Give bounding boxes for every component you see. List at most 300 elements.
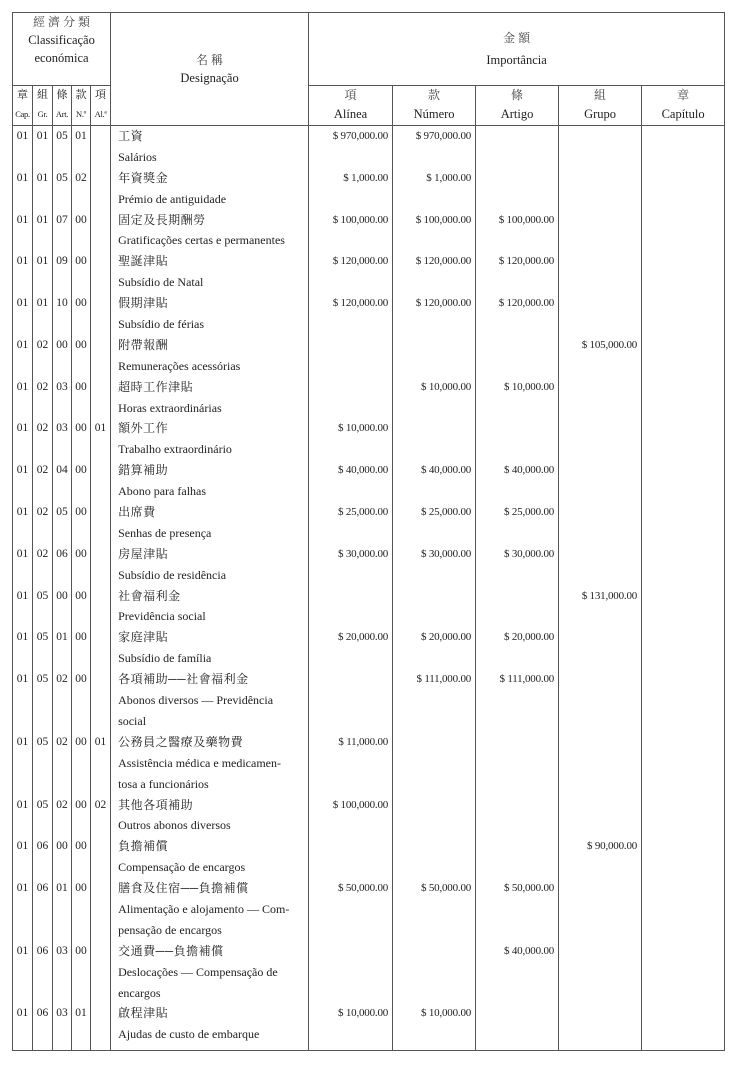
amount-cell [642, 544, 725, 586]
code-cell: 03 [53, 941, 72, 1004]
designation-cell [111, 941, 309, 1004]
code-cell: 00 [72, 251, 91, 293]
amount-cell [559, 210, 642, 252]
table-row [13, 168, 725, 210]
amount-cell: $ 120,000.00 [393, 293, 476, 335]
amount-cell: $ 120,000.00 [309, 293, 393, 335]
table-row [13, 460, 725, 502]
amount-cell [559, 126, 642, 168]
table-row [13, 669, 725, 732]
amount-cell: $ 50,000.00 [476, 878, 559, 941]
amount-cell: $ 10,000.00 [309, 1003, 393, 1050]
table-row [13, 126, 725, 168]
amount-cell: $ 100,000.00 [476, 210, 559, 252]
table-row [13, 251, 725, 293]
amount-cell: $ 1,000.00 [309, 168, 393, 210]
designation-cell [111, 418, 309, 460]
designation-zh: 膳食及住宿──負擔補償 [118, 881, 249, 896]
code-col-zh: 章 [17, 89, 28, 101]
code-cell: 02 [33, 377, 53, 419]
amount-cell [642, 795, 725, 837]
amount-cell [476, 732, 559, 795]
code-cell: 01 [91, 732, 111, 795]
code-cell: 01 [13, 627, 33, 669]
designation-zh: 各項補助──社會福利金 [118, 672, 249, 687]
code-cell: 01 [13, 210, 33, 252]
designation-cell [111, 586, 309, 628]
code-cell [91, 293, 111, 335]
designation-cell [111, 168, 309, 210]
designation-cell [111, 1003, 309, 1050]
code-cell [91, 878, 111, 941]
amount-cell: $ 10,000.00 [393, 1003, 476, 1050]
designation-cell [111, 335, 309, 377]
amount-cell [559, 544, 642, 586]
code-cell [91, 335, 111, 377]
amount-cell [476, 795, 559, 837]
code-cell: 00 [72, 669, 91, 732]
amount-cell [642, 1003, 725, 1050]
designation-pt: Salários [118, 149, 157, 164]
code-cell: 02 [53, 732, 72, 795]
table-row [13, 878, 725, 941]
amount-cell [309, 586, 393, 628]
amount-cell [642, 210, 725, 252]
designation-pt: Abonos diversos — Previdência [118, 693, 274, 708]
code-cell: 03 [53, 418, 72, 460]
designation-cell [111, 293, 309, 335]
code-cell: 01 [13, 460, 33, 502]
amount-cell: $ 40,000.00 [393, 460, 476, 502]
code-col-header [33, 86, 53, 126]
designation-pt: Previdência social [118, 609, 206, 624]
code-cell: 05 [33, 669, 53, 732]
code-cell: 01 [13, 168, 33, 210]
amount-cell [559, 795, 642, 837]
designation-pt: Ajudas de custo de embarque [118, 1027, 260, 1042]
code-cell: 01 [13, 126, 33, 168]
code-cell: 00 [72, 836, 91, 878]
amount-cell [309, 669, 393, 732]
amount-cell [642, 377, 725, 419]
designation-cell [111, 460, 309, 502]
table-row [13, 836, 725, 878]
code-cell: 01 [13, 732, 33, 795]
amount-cell [559, 669, 642, 732]
amount-cell [642, 627, 725, 669]
classification-pt: Classificação [28, 33, 95, 47]
amount-cell [393, 418, 476, 460]
code-cell: 03 [53, 377, 72, 419]
amount-pt: Importância [486, 53, 547, 67]
designation-zh: 假期津貼 [118, 296, 169, 311]
code-col-zh: 項 [95, 89, 107, 101]
amount-cell [642, 836, 725, 878]
code-cell: 00 [53, 335, 72, 377]
code-cell: 01 [13, 795, 33, 837]
code-cell [91, 836, 111, 878]
amount-zh: 金 額 [503, 31, 531, 45]
amount-cell [309, 941, 393, 1004]
code-cell: 01 [13, 251, 33, 293]
code-cell: 01 [13, 544, 33, 586]
designation-zh: 工資 [118, 129, 144, 143]
amount-col-header [393, 86, 476, 126]
amount-cell [393, 335, 476, 377]
amount-cell [559, 251, 642, 293]
designation-header [111, 13, 309, 126]
designation-zh: 房屋津貼 [118, 546, 169, 561]
amount-col-zh: 條 [511, 88, 524, 102]
amount-cell: $ 120,000.00 [476, 293, 559, 335]
amount-cell: $ 40,000.00 [476, 460, 559, 502]
designation-pt: Abono para falhas [118, 484, 207, 499]
amount-cell [642, 878, 725, 941]
code-cell: 01 [33, 210, 53, 252]
amount-cell [393, 732, 476, 795]
code-cell: 01 [53, 878, 72, 941]
code-col-zh: 組 [37, 89, 48, 101]
designation-pt: social [118, 713, 147, 728]
code-cell: 01 [13, 335, 33, 377]
code-cell [91, 586, 111, 628]
amount-cell: $ 30,000.00 [309, 544, 393, 586]
code-cell: 02 [33, 418, 53, 460]
table-row [13, 732, 725, 795]
designation-pt: Prémio de antiguidade [118, 191, 227, 206]
code-cell [91, 1003, 111, 1050]
code-cell: 00 [72, 418, 91, 460]
designation-zh: 其他各項補助 [118, 797, 194, 812]
code-cell: 02 [33, 544, 53, 586]
code-cell: 03 [53, 1003, 72, 1050]
designation-pt: Subsídio de férias [118, 317, 205, 332]
designation-cell [111, 732, 309, 795]
designation-pt: Remunerações acessórias [118, 358, 241, 373]
code-cell: 05 [33, 795, 53, 837]
designation-zh: 錯算補助 [118, 463, 169, 478]
designation-pt: Deslocações — Compensação de [118, 964, 278, 979]
code-cell [91, 126, 111, 168]
code-cell: 00 [72, 502, 91, 544]
designation-pt: encargos [118, 985, 161, 1000]
amount-cell: $ 10,000.00 [393, 377, 476, 419]
designation-cell [111, 669, 309, 732]
code-col-header [53, 86, 72, 126]
amount-cell [309, 335, 393, 377]
amount-cell [476, 335, 559, 377]
code-cell [91, 941, 111, 1004]
amount-cell: $ 10,000.00 [309, 418, 393, 460]
classification-pt-2: económica [34, 51, 89, 65]
code-cell: 02 [53, 795, 72, 837]
code-cell: 06 [33, 1003, 53, 1050]
code-cell: 01 [13, 1003, 33, 1050]
amount-col-zh: 項 [344, 88, 357, 102]
code-cell: 00 [72, 460, 91, 502]
amount-cell: $ 100,000.00 [309, 210, 393, 252]
code-cell: 00 [72, 377, 91, 419]
code-cell: 06 [33, 878, 53, 941]
code-cell: 01 [13, 941, 33, 1004]
amount-cell [559, 168, 642, 210]
amount-cell: $ 50,000.00 [393, 878, 476, 941]
budget-table [12, 12, 725, 1051]
amount-cell [642, 126, 725, 168]
code-cell: 00 [72, 544, 91, 586]
table-row [13, 502, 725, 544]
table-row [13, 586, 725, 628]
code-cell: 06 [33, 836, 53, 878]
amount-cell [559, 732, 642, 795]
code-cell: 06 [33, 941, 53, 1004]
amount-cell [642, 418, 725, 460]
amount-cell [559, 941, 642, 1004]
classification-zh: 經 濟 分 類 [33, 15, 91, 29]
code-cell: 00 [72, 586, 91, 628]
code-cell: 05 [53, 126, 72, 168]
amount-col-zh: 組 [594, 88, 607, 102]
designation-pt: tosa a funcionários [118, 776, 209, 791]
amount-cell [476, 586, 559, 628]
code-cell [91, 669, 111, 732]
amount-col-header [309, 86, 393, 126]
code-cell [91, 544, 111, 586]
code-cell: 01 [91, 418, 111, 460]
designation-pt: Senhas de presença [118, 525, 212, 540]
classification-header [13, 13, 111, 86]
amount-col-pt: Grupo [584, 107, 617, 121]
designation-zh: 公務員之醫療及藥物費 [118, 734, 244, 749]
amount-cell [559, 878, 642, 941]
amount-cell [476, 1003, 559, 1050]
designation-zh: 交通費──負擔補償 [118, 943, 224, 958]
amount-col-pt: Capítulo [661, 107, 705, 121]
amount-cell [642, 335, 725, 377]
code-cell: 05 [33, 627, 53, 669]
amount-cell [393, 586, 476, 628]
amount-col-pt: Número [413, 107, 455, 121]
code-cell: 05 [33, 586, 53, 628]
code-cell: 02 [91, 795, 111, 837]
amount-cell [559, 418, 642, 460]
code-col-pt: Art. [55, 109, 69, 119]
table-row [13, 418, 725, 460]
amount-cell [642, 293, 725, 335]
designation-cell [111, 502, 309, 544]
amount-cell [559, 293, 642, 335]
amount-cell: $ 20,000.00 [393, 627, 476, 669]
code-col-zh: 款 [75, 89, 87, 101]
code-cell: 01 [33, 251, 53, 293]
code-cell: 01 [13, 377, 33, 419]
amount-cell [393, 795, 476, 837]
code-cell: 00 [72, 627, 91, 669]
designation-zh: 家庭津貼 [118, 630, 169, 645]
designation-zh: 額外工作 [118, 421, 169, 436]
amount-cell: $ 40,000.00 [309, 460, 393, 502]
designation-zh: 超時工作津貼 [118, 379, 194, 394]
code-cell: 02 [33, 502, 53, 544]
amount-cell [559, 460, 642, 502]
amount-cell [559, 1003, 642, 1050]
amount-cell: $ 120,000.00 [309, 251, 393, 293]
table-row [13, 335, 725, 377]
designation-zh: 負擔補償 [118, 839, 169, 854]
designation-cell [111, 544, 309, 586]
code-cell: 00 [72, 335, 91, 377]
code-cell: 01 [33, 293, 53, 335]
amount-cell [309, 836, 393, 878]
amount-cell [642, 669, 725, 732]
amount-cell [642, 168, 725, 210]
designation-pt: Trabalho extraordinário [118, 442, 232, 457]
designation-cell [111, 627, 309, 669]
code-cell: 01 [13, 669, 33, 732]
amount-cell [642, 732, 725, 795]
code-cell [91, 168, 111, 210]
amount-cell: $ 120,000.00 [393, 251, 476, 293]
table-row [13, 941, 725, 1004]
designation-cell [111, 795, 309, 837]
amount-cell [642, 941, 725, 1004]
table-row [13, 210, 725, 252]
code-cell: 10 [53, 293, 72, 335]
designation-pt: pensação de encargos [118, 922, 222, 937]
code-cell: 01 [53, 627, 72, 669]
amount-cell: $ 30,000.00 [476, 544, 559, 586]
code-cell: 01 [13, 293, 33, 335]
amount-cell: $ 20,000.00 [309, 627, 393, 669]
code-cell: 01 [13, 836, 33, 878]
code-col-header [72, 86, 91, 126]
designation-pt: Assistência médica e medicamen- [118, 755, 281, 770]
designation-cell [111, 126, 309, 168]
designation-pt: Subsídio de família [118, 651, 212, 666]
designation-pt: Designação [180, 71, 239, 85]
designation-pt: Horas extraordinárias [118, 400, 222, 415]
table-row [13, 1003, 725, 1050]
amount-cell [476, 126, 559, 168]
code-cell: 01 [13, 502, 33, 544]
code-cell: 06 [53, 544, 72, 586]
amount-cell [309, 377, 393, 419]
designation-pt: Subsídio de Natal [118, 275, 204, 290]
code-cell: 04 [53, 460, 72, 502]
code-cell: 05 [33, 732, 53, 795]
code-cell [91, 502, 111, 544]
amount-col-zh: 章 [677, 88, 690, 102]
designation-cell [111, 878, 309, 941]
amount-cell: $ 111,000.00 [393, 669, 476, 732]
designation-zh: 聖誕津貼 [118, 254, 169, 269]
designation-cell [111, 377, 309, 419]
amount-col-pt: Alínea [333, 107, 368, 121]
code-cell: 02 [53, 669, 72, 732]
designation-zh: 名 稱 [196, 53, 224, 67]
code-cell: 01 [13, 586, 33, 628]
table-row [13, 293, 725, 335]
code-cell: 05 [53, 502, 72, 544]
designation-zh: 出席費 [118, 505, 156, 520]
amount-cell: $ 105,000.00 [559, 335, 642, 377]
amount-cell: $ 131,000.00 [559, 586, 642, 628]
code-cell: 07 [53, 210, 72, 252]
amount-cell [476, 418, 559, 460]
amount-cell: $ 111,000.00 [476, 669, 559, 732]
amount-col-header [642, 86, 725, 126]
code-col-pt: N.º [76, 109, 86, 119]
amount-cell: $ 25,000.00 [476, 502, 559, 544]
amount-cell [559, 502, 642, 544]
amount-cell: $ 10,000.00 [476, 377, 559, 419]
amount-cell: $ 30,000.00 [393, 544, 476, 586]
code-col-pt: Al.ª [94, 109, 107, 119]
amount-cell [642, 460, 725, 502]
code-cell [91, 460, 111, 502]
code-cell: 01 [72, 126, 91, 168]
code-cell [91, 210, 111, 252]
code-col-pt: Gr. [37, 109, 48, 119]
designation-pt: Gratificações certas e permanentes [118, 233, 285, 248]
designation-zh: 啟程津貼 [118, 1006, 169, 1021]
code-col-header [91, 86, 111, 126]
designation-zh: 社會福利金 [118, 588, 181, 603]
amount-cell: $ 1,000.00 [393, 168, 476, 210]
amount-cell: $ 50,000.00 [309, 878, 393, 941]
amount-cell: $ 970,000.00 [309, 126, 393, 168]
amount-cell: $ 970,000.00 [393, 126, 476, 168]
code-col-zh: 條 [56, 89, 68, 101]
table-row [13, 544, 725, 586]
code-cell: 02 [33, 335, 53, 377]
code-cell [91, 251, 111, 293]
code-cell: 00 [72, 293, 91, 335]
amount-cell [642, 586, 725, 628]
designation-zh: 附帶報酬 [118, 337, 169, 352]
amount-cell: $ 25,000.00 [309, 502, 393, 544]
code-cell: 00 [72, 732, 91, 795]
amount-col-header [559, 86, 642, 126]
amount-header [309, 13, 725, 86]
amount-cell [393, 836, 476, 878]
code-cell: 00 [53, 586, 72, 628]
amount-cell [559, 377, 642, 419]
code-cell [91, 377, 111, 419]
code-cell: 05 [53, 168, 72, 210]
amount-cell: $ 25,000.00 [393, 502, 476, 544]
amount-col-pt: Artigo [500, 107, 534, 121]
amount-cell: $ 20,000.00 [476, 627, 559, 669]
code-cell: 01 [33, 126, 53, 168]
code-cell: 01 [72, 1003, 91, 1050]
amount-cell [642, 502, 725, 544]
code-cell: 01 [13, 418, 33, 460]
designation-zh: 固定及長期酬勞 [118, 212, 206, 227]
code-col-header [13, 86, 33, 126]
designation-cell [111, 251, 309, 293]
code-cell: 01 [33, 168, 53, 210]
code-cell: 09 [53, 251, 72, 293]
designation-pt: Compensação de encargos [118, 860, 246, 875]
code-cell: 02 [33, 460, 53, 502]
amount-cell: $ 11,000.00 [309, 732, 393, 795]
code-cell [91, 627, 111, 669]
amount-cell [476, 836, 559, 878]
code-cell: 02 [72, 168, 91, 210]
designation-zh: 年資獎金 [118, 170, 169, 185]
amount-cell: $ 100,000.00 [393, 210, 476, 252]
